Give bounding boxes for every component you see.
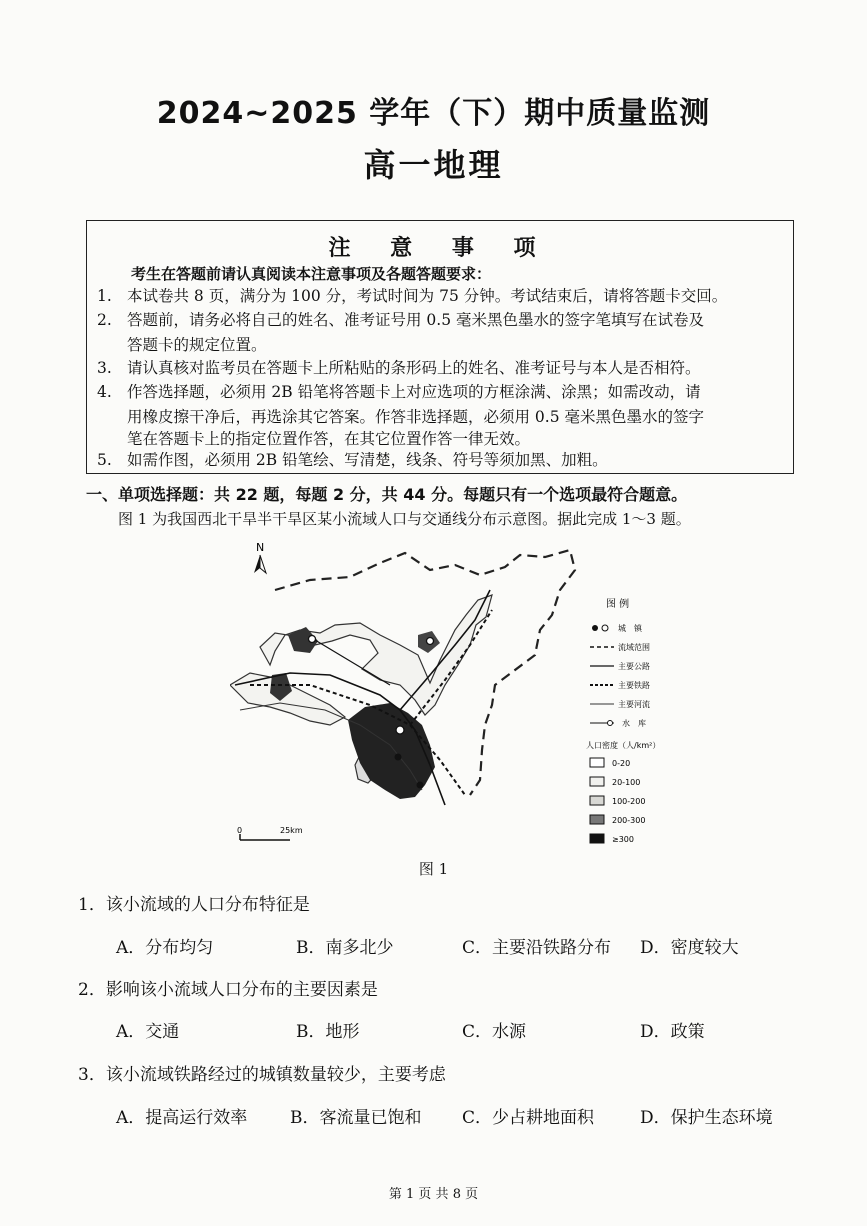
scale-zero: 0 <box>237 826 243 835</box>
option-a: A．分布均匀 <box>116 938 214 958</box>
option-b: B．地形 <box>296 1022 360 1042</box>
reservoir-icon <box>608 721 613 726</box>
notice-item-continued: 用橡皮擦干净后，再选涂其它答案。作答非选择题，必须用 0.5 毫米黑色墨水的签字 <box>127 408 705 426</box>
option-b: B．客流量已饱和 <box>290 1108 422 1128</box>
question-stem: 2．影响该小流域人口分布的主要因素是 <box>78 980 378 1000</box>
town-icon <box>309 636 316 643</box>
scale-label: 25km <box>280 826 303 835</box>
town-icon <box>396 726 404 734</box>
density-label: 100-200 <box>612 797 646 806</box>
option-c: C．少占耕地面积 <box>462 1108 595 1128</box>
legend-title: 图 例 <box>606 599 630 610</box>
notice-item-text: 本试卷共 8 页，满分为 100 分，考试时间为 75 分钟。考试结束后，请将答题卡交回。 <box>127 287 728 305</box>
notice-intro: 考生在答题前请认真阅读本注意事项及各题答题要求： <box>131 265 492 283</box>
north-arrow-icon <box>254 555 260 573</box>
notice-item-num: 4. <box>97 383 112 401</box>
option-d: D．密度较大 <box>640 938 739 958</box>
north-label: N <box>256 541 265 554</box>
population-map <box>230 535 670 853</box>
density-label: ≥300 <box>612 835 634 844</box>
notice-item-continued: 笔在答题卡上的指定位置作答，在其它位置作答一律无效。 <box>127 430 531 448</box>
town-icon <box>395 754 402 761</box>
option-d: D．政策 <box>640 1022 705 1042</box>
density-label: 200-300 <box>612 816 646 825</box>
option-a: A．提高运行效率 <box>116 1108 248 1128</box>
map-legend <box>586 597 660 844</box>
notice-item <box>97 357 701 380</box>
notice-item-text: 答题前，请务必将自己的姓名、准考证号用 0.5 毫米黑色墨水的签字笔填写在试卷及 <box>127 311 705 329</box>
question-stem: 1．该小流域的人口分布特征是 <box>78 895 310 915</box>
notice-item-text: 如需作图，必须用 2B 铅笔绘、写清楚，线条、符号等须加黑、加粗。 <box>127 451 608 469</box>
notice-item <box>97 285 727 308</box>
option-a: A．交通 <box>116 1022 180 1042</box>
option-c: C．水源 <box>462 1022 527 1042</box>
notice-item-num: 5. <box>97 451 112 469</box>
option-b: B．南多北少 <box>296 938 394 958</box>
density-title: 人口密度（人/km²） <box>586 741 661 750</box>
legend-label: 流域范围 <box>618 643 650 652</box>
notice-box <box>86 220 794 474</box>
exam-subject: 高一地理 <box>363 146 504 184</box>
question-stem: 3．该小流域铁路经过的城镇数量较少，主要考虑 <box>78 1065 446 1085</box>
legend-label: 主要河流 <box>618 700 650 709</box>
figure-caption: 图 1 <box>418 860 449 878</box>
notice-item-continued: 答题卡的规定位置。 <box>127 336 267 354</box>
legend-label: 水 库 <box>622 719 646 728</box>
legend-label: 主要公路 <box>618 662 650 671</box>
notice-item-num: 2. <box>97 311 112 329</box>
option-d: D．保护生态环境 <box>640 1108 773 1128</box>
density-label: 0-20 <box>612 759 631 768</box>
notice-item <box>97 309 704 332</box>
notice-item <box>97 449 608 472</box>
option-c: C．主要沿铁路分布 <box>462 938 612 958</box>
town-icon <box>592 625 598 631</box>
notice-item-num: 3. <box>97 359 112 377</box>
notice-item <box>97 381 701 404</box>
density-label: 20-100 <box>612 778 641 787</box>
notice-heading: 注 意 事 项 <box>328 236 552 261</box>
page-footer: 第 1 页 共 8 页 <box>388 1187 479 1202</box>
legend-label: 城 镇 <box>618 624 642 633</box>
section-heading: 一、单项选择题：共 22 题，每题 2 分，共 44 分。每题只有一个选项最符合题意。 <box>86 485 688 504</box>
town-icon <box>427 638 434 645</box>
notice-item-text: 请认真核对监考员在答题卡上所粘贴的条形码上的姓名、准考证号与本人是否相符。 <box>127 359 701 377</box>
legend-label: 主要铁路 <box>618 681 650 690</box>
section-intro: 图 1 为我国西北干旱半干旱区某小流域人口与交通线分布示意图。据此完成 1～3 题。 <box>118 510 691 528</box>
notice-item-text: 作答选择题，必须用 2B 铅笔将答题卡上对应选项的方框涂满、涂黑；如需改动，请 <box>127 383 701 401</box>
exam-title: 2024~2025 学年（下）期中质量监测 <box>156 96 711 131</box>
town-icon <box>417 782 424 789</box>
notice-item-num: 1. <box>97 287 112 305</box>
